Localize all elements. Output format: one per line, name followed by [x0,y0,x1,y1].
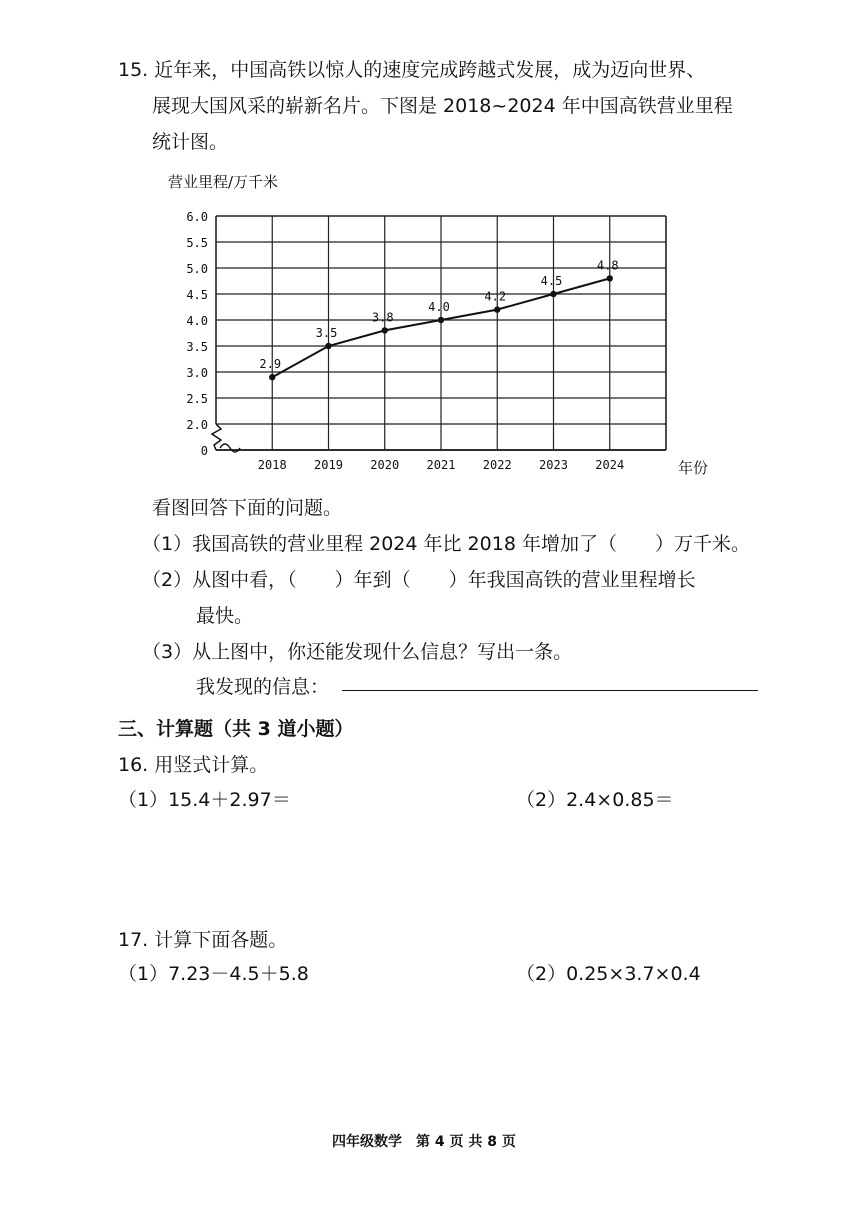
data-label: 4.5 [540,274,563,288]
q15-sub-question-3: （3）从上图中，你还能发现什么信息？写出一条。 [142,641,573,663]
q15-line-1: 15. 近年来，中国高铁以惊人的速度完成跨越式发展，成为迈向世界、 [118,59,706,81]
y-tick-label: 5.0 [186,262,208,276]
q15-sub-question-2-cont: 最快。 [196,605,254,627]
y-tick-label: 4.5 [186,288,208,302]
chart-y-axis-label: 营业里程/万千米 [168,173,279,191]
data-point [382,327,388,333]
y-tick-label: 0 [200,444,208,458]
section-3-heading: 三、计算题（共 3 道小题） [118,718,354,740]
page-footer: 四年级数学 第 4 页 共 8 页 [332,1134,516,1150]
x-tick-label: 2020 [370,458,400,472]
x-tick-label: 2022 [482,458,512,472]
q17-title: 17. 计算下面各题。 [118,929,288,951]
y-tick-label: 3.0 [186,366,208,380]
q15-answer-label: 我发现的信息： [196,676,330,698]
x-tick-label: 2023 [539,458,568,472]
chart-grid [212,216,666,452]
data-point [494,306,500,312]
data-point [438,317,444,323]
q17-problem-1: （1）7.23－4.5＋5.8 [118,963,309,985]
data-point [550,291,556,297]
q15-line-3: 统计图。 [152,131,229,153]
q17-problem-2: （2）0.25×3.7×0.4 [516,963,701,985]
data-point [269,374,275,380]
q15-answer-line[interactable] [342,690,758,691]
q16-title: 16. 用竖式计算。 [118,754,269,776]
x-tick-label: 2021 [426,458,456,472]
axis-break-zigzag [212,424,221,450]
x-tick-label: 2018 [257,458,287,472]
q15-sub-question-1: （1）我国高铁的营业里程 2024 年比 2018 年增加了（ ）万千米。 [142,533,750,555]
q15-sub-question-2: （2）从图中看，（ ）年到（ ）年我国高铁的营业里程增长 [142,569,696,591]
chart-x-axis-label: 年份 [678,459,709,477]
data-label: 4.0 [428,300,450,314]
data-point [607,275,613,281]
q15-prompt: 看图回答下面的问题。 [152,497,343,519]
y-tick-label: 6.0 [186,210,208,224]
y-tick-label: 4.0 [186,314,208,328]
q16-problem-2: （2）2.4×0.85＝ [516,789,674,811]
x-tick-label: 2024 [595,458,625,472]
data-label: 4.2 [484,289,507,304]
data-label: 3.8 [371,310,394,325]
x-tick-label: 2019 [314,458,343,472]
mileage-line-chart [150,165,740,485]
data-label: 4.8 [596,258,619,273]
data-label: 2.9 [259,357,282,372]
y-tick-label: 2.5 [186,392,208,406]
y-tick-label: 3.5 [186,340,208,354]
y-tick-label: 5.5 [186,236,208,250]
y-tick-label: 2.0 [186,418,208,432]
q15-line-2: 展现大国风采的崭新名片。下图是 2018~2024 年中国高铁营业里程 [152,95,733,117]
q16-problem-1: （1）15.4＋2.97＝ [118,789,291,811]
chart-tick-labels [186,210,624,472]
data-label: 3.5 [315,326,338,340]
data-point [325,343,331,349]
